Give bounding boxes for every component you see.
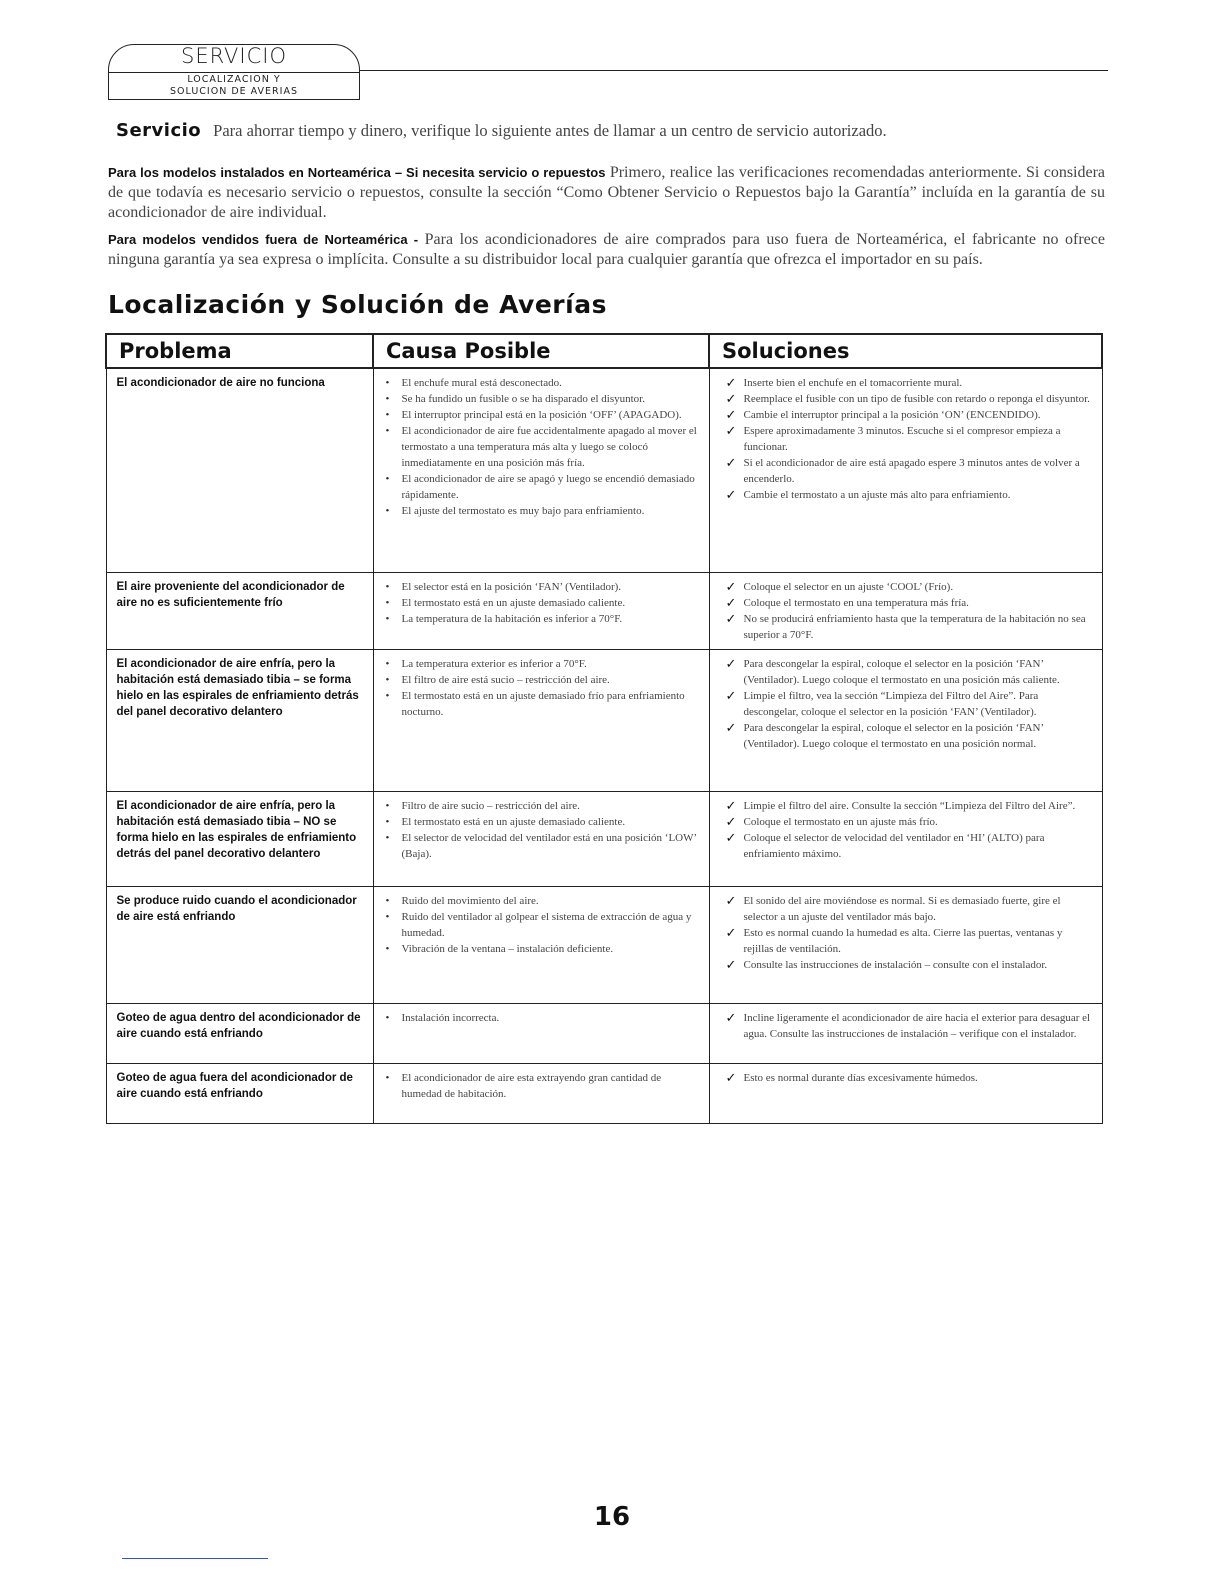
cause-item: • Ruido del movimiento del aire. [384, 893, 699, 909]
solution-text: Consulte las instrucciones de instalación – consulte con el instalador. [743, 958, 1048, 971]
checkmark-icon: ✓ [725, 1069, 737, 1085]
solution-text: Para descongelar la espiral, coloque el selector en la posición ‘FAN’ (Ventilador). Luego coloque el termostato en una posición más caliente. [743, 657, 1060, 686]
solution-text: Para descongelar la espiral, coloque el selector en la posición ‘FAN’ (Ventilador). Luego coloque el termostato en una posición normal. [743, 721, 1044, 750]
cause-item: • Se ha fundido un fusible o se ha disparado el disyuntor. [384, 391, 699, 407]
solution-text: Limpie el filtro del aire. Consulte la sección “Limpieza del Filtro del Aire”. [743, 799, 1076, 812]
solution-cell [709, 1003, 1102, 1063]
solution-item [720, 814, 1092, 830]
problem-cell: El acondicionador de aire no funciona [106, 368, 373, 572]
header-cause: Causa Posible [373, 334, 709, 368]
cause-cell [373, 368, 709, 572]
cause-item: • El termostato está en un ajuste demasiado caliente. [384, 595, 699, 611]
checkmark-icon: ✓ [725, 375, 737, 390]
checkmark-icon: ✓ [725, 892, 737, 908]
solution-text: Cambie el interruptor principal a la posición ‘ON’ (ENCENDIDO). [743, 409, 1041, 421]
header-problem: Problema [106, 334, 373, 368]
paragraph-north-america-text: Primero, realice las verificaciones recomendadas anteriormente. Si considera de que todavía es necesario servicio o repuestos, consulte la sección “Como Obtener Servicio o Repuestos bajo la Garantía” incluída en la garantía de su acondicionador de aire individual. [108, 164, 1106, 221]
table-row [106, 886, 1102, 1003]
checkmark-icon: ✓ [725, 391, 737, 406]
table-body [106, 368, 1102, 1123]
solution-text: Esto es normal cuando la humedad es alta. Cierre las puertas, ventanas y rejillas de ventilación. [743, 926, 1063, 955]
solution-item [720, 423, 1092, 455]
checkmark-icon: ✓ [725, 956, 737, 972]
cause-item: • El acondicionador de aire esta extrayendo gran cantidad de humedad de habitación. [384, 1070, 699, 1102]
cause-cell [373, 572, 709, 649]
cause-item: • El termostato está en un ajuste demasiado caliente. [384, 814, 699, 830]
solution-item [720, 407, 1092, 423]
paragraph-outside-north-america [108, 230, 1105, 270]
checkmark-icon: ✓ [725, 594, 737, 610]
checkmark-icon: ✓ [725, 797, 737, 813]
checkmark-icon: ✓ [725, 487, 737, 502]
solution-item [720, 957, 1092, 973]
solution-item [720, 720, 1092, 752]
checkmark-icon: ✓ [725, 610, 737, 626]
checkmark-icon: ✓ [725, 455, 737, 470]
cause-item: • El interruptor principal está en la posición ‘OFF’ (APAGADO). [384, 407, 699, 423]
troubleshooting-table [105, 333, 1103, 1124]
solution-item [720, 391, 1092, 407]
solution-item [720, 579, 1092, 595]
solution-text: Coloque el termostato en un ajuste más frío. [743, 815, 938, 828]
section-title: Localización y Solución de Averías [108, 290, 607, 319]
cause-item: • El selector está en la posición ‘FAN’ (Ventilador). [384, 579, 699, 595]
intro-keyword: Servicio [116, 120, 202, 141]
solution-item [720, 455, 1092, 487]
cause-item: • Filtro de aire sucio – restricción del aire. [384, 798, 699, 814]
cause-cell [373, 1063, 709, 1123]
cause-item: • La temperatura de la habitación es inferior a 70°F. [384, 611, 699, 627]
checkmark-icon: ✓ [725, 719, 737, 735]
tab-divider [108, 72, 360, 73]
solution-text: Coloque el termostato en una temperatura más fría. [743, 596, 969, 609]
cause-item: • El enchufe mural está desconectado. [384, 375, 699, 391]
cause-item: • El ajuste del termostato es muy bajo para enfriamiento. [384, 503, 699, 519]
intro-text: Para ahorrar tiempo y dinero, verifique lo siguiente antes de llamar a un centro de servicio autorizado. [213, 121, 887, 140]
cause-cell [373, 886, 709, 1003]
problem-cell: El aire proveniente del acondicionador de aire no es suficientemente frío [106, 572, 373, 649]
header-solutions: Soluciones [709, 334, 1102, 368]
checkmark-icon: ✓ [725, 924, 737, 940]
solution-item [720, 925, 1092, 957]
solution-cell [709, 368, 1102, 572]
tab-subtitle-line2: SOLUCION DE AVERIAS [170, 86, 298, 97]
checkmark-icon: ✓ [725, 687, 737, 703]
problem-cell: Goteo de agua dentro del acondicionador de aire cuando está enfriando [106, 1003, 373, 1063]
solution-item [720, 830, 1092, 862]
problem-cell: Goteo de agua fuera del acondicionador de aire cuando está enfriando [106, 1063, 373, 1123]
tab-subtitle-line1: LOCALIZACION Y [187, 74, 281, 85]
solution-cell [709, 572, 1102, 649]
solution-text: Coloque el selector en un ajuste ‘COOL’ (Frío). [743, 580, 954, 593]
paragraph-outside-text: Para los acondicionadores de aire comprados para uso fuera de Norteamérica, el fabricante no ofrece ninguna garantía ya sea expresa o implícita. Consulte a su distribuidor local para cualquier garantía que ofrezca el importador en su país. [108, 231, 1105, 268]
table-row [106, 368, 1102, 572]
cause-item: • El acondicionador de aire se apagó y luego se encendió demasiado rápidamente. [384, 471, 699, 503]
cause-cell [373, 649, 709, 791]
paragraph-north-america [108, 163, 1105, 223]
checkmark-icon: ✓ [725, 407, 737, 422]
checkmark-icon: ✓ [725, 813, 737, 829]
cause-item: • Instalación incorrecta. [384, 1010, 699, 1026]
table-header-row [106, 334, 1102, 368]
solution-item [720, 611, 1092, 643]
cause-item: • Vibración de la ventana – instalación deficiente. [384, 941, 699, 957]
solution-text: Limpie el filtro, vea la sección “Limpieza del Filtro del Aire”. Para descongelar, coloque el selector en la posición ‘FAN’ (Ventilador). [743, 689, 1039, 718]
table-row [106, 1063, 1102, 1123]
checkmark-icon: ✓ [725, 829, 737, 845]
checkmark-icon: ✓ [725, 423, 737, 438]
solution-cell [709, 791, 1102, 886]
solution-text: Cambie el termostato a un ajuste más alto para enfriamiento. [743, 489, 1011, 501]
cause-item: • El selector de velocidad del ventilador está en una posición ‘LOW’ (Baja). [384, 830, 699, 862]
table-row [106, 572, 1102, 649]
page-number: 16 [593, 1502, 631, 1532]
intro-line [116, 120, 1106, 141]
solution-text: Incline ligeramente el acondicionador de aire hacia el exterior para desaguar el agua. Consulte las instrucciones de instalación – verifique con el instalador. [743, 1011, 1091, 1040]
solution-cell [709, 886, 1102, 1003]
tab-title: SERVICIO [181, 44, 287, 68]
solution-text: Coloque el selector de velocidad del ventilador en ‘HI’ (ALTO) para enfriamiento máximo. [743, 831, 1045, 860]
solution-text: No se producirá enfriamiento hasta que la temperatura de la habitación no sea superior a 70°F. [743, 612, 1086, 641]
solution-text: Inserte bien el enchufe en el tomacorriente mural. [743, 377, 963, 389]
problem-cell: El acondicionador de aire enfría, pero la habitación está demasiado tibia – NO se forma hielo en las espirales de enfriamiento detrás del panel decorativo delantero [106, 791, 373, 886]
table-row [106, 1003, 1102, 1063]
checkmark-icon: ✓ [725, 655, 737, 671]
footer-rule [122, 1558, 268, 1559]
solution-text: El sonido del aire moviéndose es normal. Si es demasiado fuerte, gire el selector a un ajuste del ventilador más bajo. [743, 894, 1061, 923]
solution-cell [709, 649, 1102, 791]
cause-cell [373, 791, 709, 886]
solution-text: Espere aproximadamente 3 minutos. Escuche si el compresor empieza a funcionar. [743, 425, 1061, 453]
solution-item [720, 1070, 1092, 1086]
solution-item [720, 893, 1092, 925]
solution-text: Esto es normal durante días excesivamente húmedos. [743, 1071, 978, 1084]
header-rule [360, 70, 1108, 71]
cause-item: • El filtro de aire está sucio – restricción del aire. [384, 672, 699, 688]
cause-item: • El acondicionador de aire fue accidentalmente apagado al mover el termostato a una temperatura más alta y luego se colocó inmediatamente en una posición más fría. [384, 423, 699, 471]
paragraph-north-america-lead: Para los modelos instalados en Norteamérica – Si necesita servicio o repuestos [108, 165, 606, 180]
cause-item: • Ruido del ventilador al golpear el sistema de extracción de agua y humedad. [384, 909, 699, 941]
solution-item [720, 595, 1092, 611]
paragraph-outside-lead: Para modelos vendidos fuera de Norteamérica - [108, 232, 419, 247]
solution-item [720, 487, 1092, 503]
table-row [106, 791, 1102, 886]
solution-item [720, 688, 1092, 720]
cause-item: • La temperatura exterior es inferior a 70°F. [384, 656, 699, 672]
cause-cell [373, 1003, 709, 1063]
solution-item [720, 375, 1092, 391]
solution-item [720, 1010, 1092, 1042]
problem-cell: Se produce ruido cuando el acondicionador de aire está enfriando [106, 886, 373, 1003]
solution-text: Reemplace el fusible con un tipo de fusible con retardo o reponga el disyuntor. [743, 393, 1090, 405]
solution-cell [709, 1063, 1102, 1123]
solution-text: Si el acondicionador de aire está apagado espere 3 minutos antes de volver a encenderlo. [743, 457, 1080, 485]
checkmark-icon: ✓ [725, 578, 737, 594]
solution-item [720, 656, 1092, 688]
checkmark-icon: ✓ [725, 1009, 737, 1025]
cause-item: • El termostato está en un ajuste demasiado frío para enfriamiento nocturno. [384, 688, 699, 720]
table-row [106, 649, 1102, 791]
problem-cell: El acondicionador de aire enfría, pero la habitación está demasiado tibia – se forma hielo en las espirales de enfriamiento detrás del panel decorativo delantero [106, 649, 373, 791]
solution-item [720, 798, 1092, 814]
